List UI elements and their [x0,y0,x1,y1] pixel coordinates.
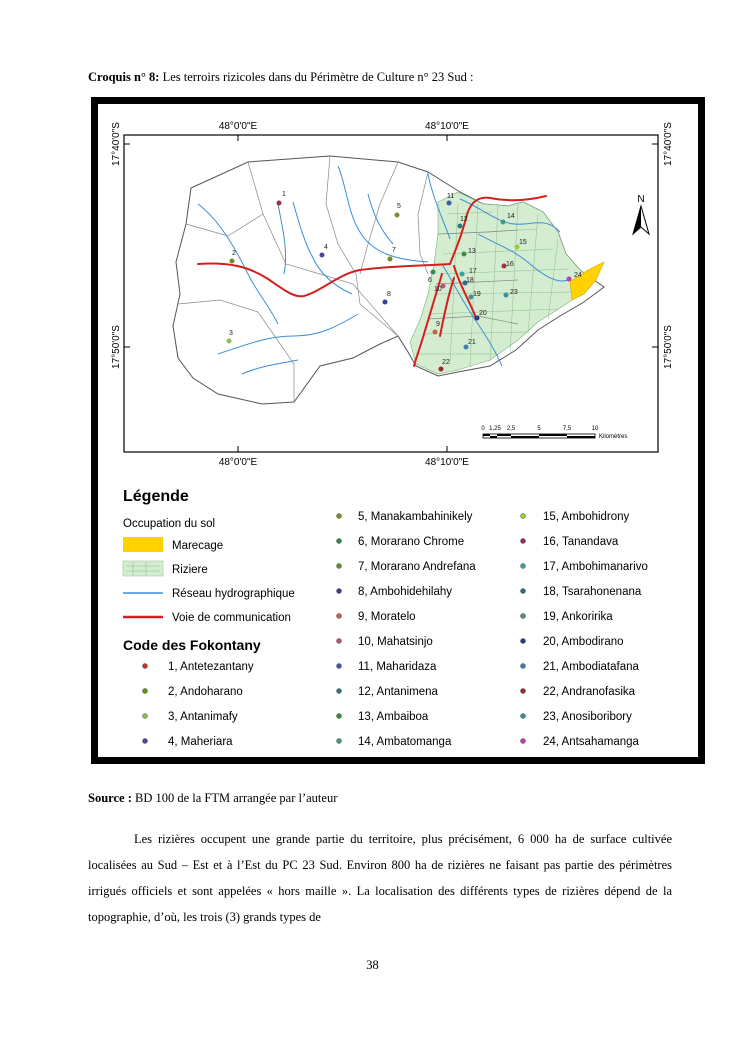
caption-text: Les terroirs rizicoles dans du Périmètre de Culture n° 23 Sud : [159,70,474,84]
fokontany-legend-marker [521,564,526,569]
fokontany-legend-marker [521,539,526,544]
lon-top-left: 48°0'0"E [218,121,258,132]
fokontany-legend-marker [337,739,342,744]
body-paragraph [88,826,672,930]
fokontany-legend-label: 13, Ambaiboa [358,711,429,723]
fokontany-legend-label: 24, Antsahamanga [543,736,639,748]
fokontany-legend-label: 18, Tsarahonenana [543,586,642,598]
fokontany-legend-label: 2, Andoharano [168,686,243,698]
fokontany-legend-marker [337,664,342,669]
fokontany-legend-label: 20, Ambodirano [543,636,624,648]
point-label-24: 24 [574,272,582,279]
fokontany-legend-marker [337,714,342,719]
scale-bar [483,434,595,438]
lat-left-bottom: 17°50'0"S [111,325,122,369]
fokontany-legend-marker [337,689,342,694]
scale-unit: Kilomètres [599,434,628,440]
point-label-21: 21 [468,339,476,346]
source-line [88,791,337,806]
source-text: BD 100 de la FTM arrangée par l’auteur [131,791,338,805]
point-label-2: 2 [232,250,236,257]
fokontany-legend-label: 17, Ambohimanarivo [543,561,648,573]
legend-label-road: Voie de communication [172,612,291,624]
scale-tick-5: 10 [591,426,599,432]
scale-tick-0: 0 [481,426,485,432]
paragraph-text: Les rizières occupent une grande partie du territoire, plus précisément, 6 000 ha de surface cultivée localisées au Sud – Est et à l’Est du PC 23 Sud. Environ 800 ha de rizières ne faisant pas partie des périmètres irrigués officiels et sont appelées « hors maille ». La localisation des différents types de rizières dépend de la topographie, d’où, les trois (3) grands types de [88,832,672,924]
fokontany-legend-label: 12, Antanimena [358,686,438,698]
point-label-11: 11 [447,193,455,200]
fokontany-legend-marker [521,714,526,719]
land-use-title: Occupation du sol [123,518,216,530]
point-label-9: 9 [436,321,440,328]
scale-tick-3: 5 [537,426,541,432]
point-label-6: 6 [428,277,432,284]
point-label-12: 12 [460,216,468,223]
north-label: N [637,194,645,205]
source-prefix: Source : [88,791,132,805]
scale-tick-1: 1,25 [489,426,501,432]
fokontany-legend-marker [337,589,342,594]
legend-swatch-marecage [123,537,163,552]
lon-top-right: 48°10'0"E [425,121,469,132]
point-label-4: 4 [324,244,328,251]
fokontany-legend-label: 14, Ambatomanga [358,736,452,748]
point-label-5: 5 [397,203,401,210]
fokontany-legend-label: 21, Ambodiatafana [543,661,639,673]
legend-label-river: Réseau hydrographique [172,588,295,600]
fokontany-legend-label: 9, Moratelo [358,611,416,623]
fokontany-legend-marker [337,639,342,644]
legend-label-riziere: Riziere [172,564,208,576]
map-frame [91,97,705,764]
fokontany-legend-label: 5, Manakambahinikely [358,511,473,523]
fokontany-legend-label: 23, Anosiboribory [543,711,632,723]
lat-right-top: 17°40'0"S [663,122,674,166]
fokontany-legend-label: 1, Antetezantany [168,661,254,673]
fokontany-legend-marker [337,564,342,569]
scale-tick-2: 2,5 [506,426,516,432]
page-number: 38 [366,958,379,972]
fokontany-legend-label: 3, Antanimafy [168,711,238,723]
fokontany-legend-marker [521,689,526,694]
lat-right-bottom: 17°50'0"S [663,325,674,369]
fokontany-legend-marker [521,614,526,619]
point-label-16: 16 [506,261,514,268]
map-figure [98,104,698,757]
lat-left-top: 17°40'0"S [111,122,122,166]
caption-prefix: Croquis n° 8: [88,70,160,84]
fokontany-legend-marker [521,664,526,669]
legend-label-marecage: Marecage [172,540,224,552]
lon-bottom-left: 48°0'0"E [218,457,258,468]
scale-tick-4: 7,5 [562,426,572,432]
figure-caption [88,70,473,85]
point-label-19: 19 [473,291,481,298]
fokontany-legend-marker [143,689,148,694]
point-label-22: 22 [442,359,450,366]
fokontany-title: Code des Fokontany [123,637,261,653]
fokontany-legend-label: 19, Ankoririka [543,611,613,623]
fokontany-legend-marker [143,739,148,744]
fokontany-legend-marker [521,739,526,744]
fokontany-legend-marker [143,664,148,669]
fokontany-legend-marker [337,539,342,544]
fokontany-legend-marker [521,639,526,644]
legend-swatch-riziere [123,561,163,576]
fokontany-legend-label: 22, Andranofasika [543,686,636,698]
fokontany-legend-label: 7, Morarano Andrefana [358,561,476,573]
map-svg [98,104,698,757]
fokontany-legend-label: 15, Ambohidrony [543,511,630,523]
fokontany-legend-label: 10, Mahatsinjo [358,636,433,648]
lon-bottom-right: 48°10'0"E [425,457,469,468]
point-label-15: 15 [519,239,527,246]
point-label-18: 18 [466,277,474,284]
fokontany-legend-label: 11, Maharidaza [358,661,437,673]
point-label-14: 14 [507,213,515,220]
fokontany-legend-label: 4, Maheriara [168,736,233,748]
fokontany-legend-label: 16, Tanandava [543,536,619,548]
point-label-1: 1 [282,191,286,198]
point-label-23: 23 [510,289,518,296]
fokontany-legend-marker [337,514,342,519]
point-label-20: 20 [479,310,487,317]
fokontany-legend-marker [337,614,342,619]
point-label-8: 8 [387,291,391,298]
legend-title: Légende [123,488,189,505]
point-label-10: 10 [434,286,442,293]
fokontany-legend-label: 6, Morarano Chrome [358,536,465,548]
fokontany-legend-marker [521,514,526,519]
fokontany-legend-marker [521,589,526,594]
fokontany-legend-label: 8, Ambohidehilahy [358,586,452,598]
fokontany-legend-marker [143,714,148,719]
point-label-13: 13 [468,248,476,255]
point-label-3: 3 [229,330,233,337]
point-label-17: 17 [469,268,477,275]
point-label-7: 7 [392,247,396,254]
